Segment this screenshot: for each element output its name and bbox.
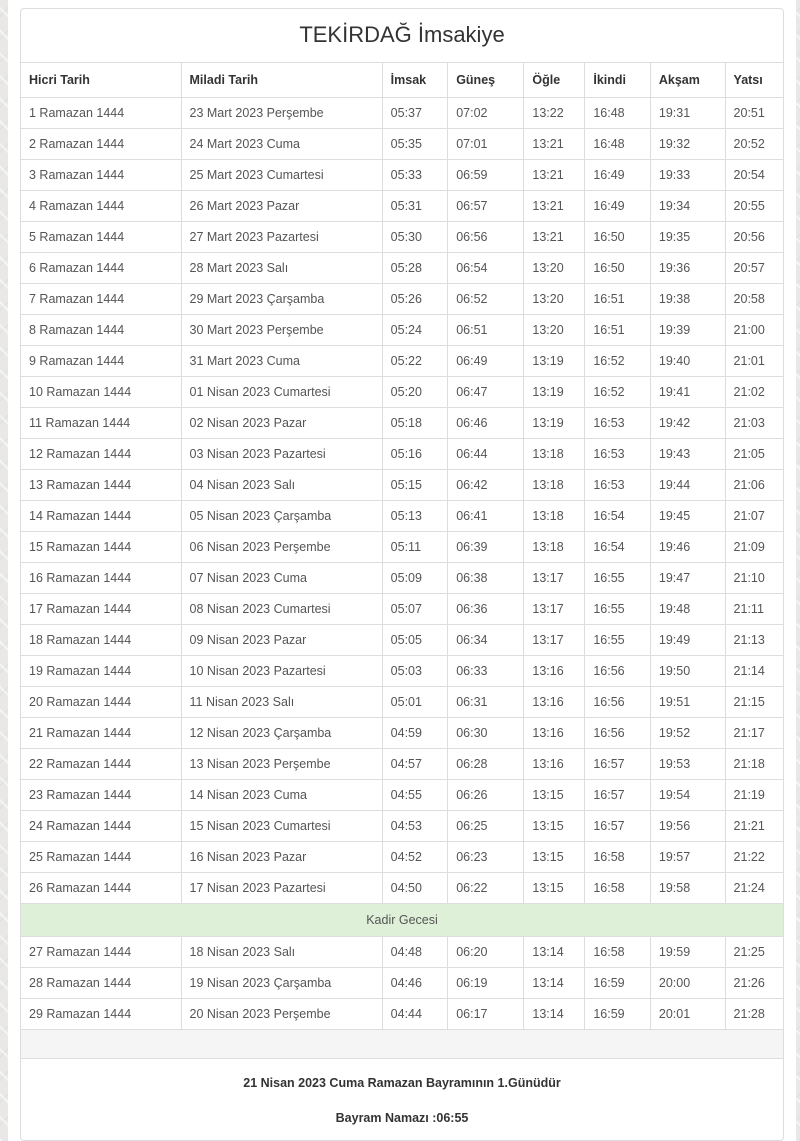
cell-imsak: 05:37 [382,98,448,129]
column-header-gunes: Güneş [448,63,524,98]
cell-gunes: 06:49 [448,346,524,377]
cell-imsak: 05:33 [382,160,448,191]
cell-aksam: 19:52 [650,718,725,749]
cell-miladi-tarih: 07 Nisan 2023 Cuma [181,563,382,594]
cell-ogle: 13:14 [524,999,585,1030]
cell-yatsi: 21:24 [725,873,783,904]
cell-imsak: 04:52 [382,842,448,873]
cell-hicri-tarih: 4 Ramazan 1444 [21,191,181,222]
cell-ikindi: 16:59 [585,968,651,999]
bayram-prayer-time: Bayram Namazı :06:55 [335,1111,469,1125]
cell-yatsi: 21:15 [725,687,783,718]
cell-miladi-tarih: 31 Mart 2023 Cuma [181,346,382,377]
cell-miladi-tarih: 08 Nisan 2023 Cumartesi [181,594,382,625]
cell-yatsi: 20:52 [725,129,783,160]
cell-ogle: 13:17 [524,563,585,594]
cell-yatsi: 21:02 [725,377,783,408]
cell-yatsi: 21:11 [725,594,783,625]
cell-aksam: 19:56 [650,811,725,842]
column-header-aksam: Akşam [650,63,725,98]
cell-miladi-tarih: 19 Nisan 2023 Çarşamba [181,968,382,999]
cell-ogle: 13:21 [524,129,585,160]
cell-yatsi: 21:00 [725,315,783,346]
cell-gunes: 06:30 [448,718,524,749]
cell-ikindi: 16:48 [585,129,651,160]
cell-imsak: 05:31 [382,191,448,222]
cell-imsak: 05:22 [382,346,448,377]
cell-ogle: 13:14 [524,937,585,968]
cell-hicri-tarih: 27 Ramazan 1444 [21,937,181,968]
cell-ogle: 13:15 [524,842,585,873]
table-row [21,937,783,968]
imsakiye-panel [20,8,784,1141]
cell-hicri-tarih: 24 Ramazan 1444 [21,811,181,842]
cell-hicri-tarih: 9 Ramazan 1444 [21,346,181,377]
cell-ogle: 13:15 [524,780,585,811]
cell-gunes: 06:41 [448,501,524,532]
cell-aksam: 19:51 [650,687,725,718]
cell-ogle: 13:16 [524,687,585,718]
cell-yatsi: 21:01 [725,346,783,377]
cell-aksam: 19:42 [650,408,725,439]
cell-ogle: 13:18 [524,501,585,532]
cell-miladi-tarih: 05 Nisan 2023 Çarşamba [181,501,382,532]
cell-yatsi: 21:07 [725,501,783,532]
cell-yatsi: 21:05 [725,439,783,470]
cell-aksam: 19:46 [650,532,725,563]
table-row [21,501,783,532]
cell-imsak: 05:35 [382,129,448,160]
cell-aksam: 19:35 [650,222,725,253]
cell-aksam: 19:57 [650,842,725,873]
cell-aksam: 19:58 [650,873,725,904]
cell-hicri-tarih: 11 Ramazan 1444 [21,408,181,439]
prayer-table-body [21,98,783,1059]
cell-ikindi: 16:57 [585,811,651,842]
cell-ikindi: 16:55 [585,625,651,656]
cell-imsak: 05:11 [382,532,448,563]
cell-yatsi: 21:03 [725,408,783,439]
page-title: TEKİRDAĞ İmsakiye [299,22,505,47]
table-row [21,563,783,594]
cell-ikindi: 16:54 [585,501,651,532]
cell-hicri-tarih: 23 Ramazan 1444 [21,780,181,811]
cell-aksam: 19:34 [650,191,725,222]
cell-gunes: 06:31 [448,687,524,718]
cell-ikindi: 16:48 [585,98,651,129]
cell-gunes: 06:52 [448,284,524,315]
column-header-ikindi: İkindi [585,63,651,98]
kadir-gecesi-row [21,904,783,937]
cell-ogle: 13:21 [524,222,585,253]
table-row [21,968,783,999]
cell-miladi-tarih: 17 Nisan 2023 Pazartesi [181,873,382,904]
cell-imsak: 04:57 [382,749,448,780]
table-row [21,842,783,873]
cell-yatsi: 21:25 [725,937,783,968]
cell-gunes: 06:23 [448,842,524,873]
cell-gunes: 06:25 [448,811,524,842]
cell-gunes: 07:02 [448,98,524,129]
table-row [21,718,783,749]
table-row [21,377,783,408]
cell-ogle: 13:21 [524,160,585,191]
cell-aksam: 19:32 [650,129,725,160]
cell-miladi-tarih: 15 Nisan 2023 Cumartesi [181,811,382,842]
cell-yatsi: 21:14 [725,656,783,687]
cell-ikindi: 16:49 [585,160,651,191]
cell-ikindi: 16:54 [585,532,651,563]
table-row [21,594,783,625]
cell-ogle: 13:15 [524,873,585,904]
cell-ikindi: 16:58 [585,842,651,873]
cell-gunes: 06:28 [448,749,524,780]
column-header-hicri-tarih: Hicri Tarih [21,63,181,98]
cell-hicri-tarih: 16 Ramazan 1444 [21,563,181,594]
cell-imsak: 05:13 [382,501,448,532]
cell-ikindi: 16:51 [585,315,651,346]
cell-yatsi: 21:13 [725,625,783,656]
cell-hicri-tarih: 7 Ramazan 1444 [21,284,181,315]
cell-imsak: 05:07 [382,594,448,625]
empty-spacer-cell [21,1030,783,1059]
cell-imsak: 05:01 [382,687,448,718]
table-row [21,284,783,315]
cell-gunes: 06:54 [448,253,524,284]
cell-miladi-tarih: 29 Mart 2023 Çarşamba [181,284,382,315]
table-row [21,191,783,222]
cell-hicri-tarih: 17 Ramazan 1444 [21,594,181,625]
cell-aksam: 19:59 [650,937,725,968]
cell-miladi-tarih: 20 Nisan 2023 Perşembe [181,999,382,1030]
cell-ikindi: 16:55 [585,563,651,594]
cell-imsak: 05:30 [382,222,448,253]
cell-hicri-tarih: 19 Ramazan 1444 [21,656,181,687]
cell-hicri-tarih: 10 Ramazan 1444 [21,377,181,408]
cell-imsak: 05:26 [382,284,448,315]
cell-ikindi: 16:57 [585,780,651,811]
cell-imsak: 05:05 [382,625,448,656]
cell-miladi-tarih: 26 Mart 2023 Pazar [181,191,382,222]
cell-ogle: 13:16 [524,656,585,687]
cell-hicri-tarih: 15 Ramazan 1444 [21,532,181,563]
cell-ikindi: 16:57 [585,749,651,780]
cell-ogle: 13:20 [524,284,585,315]
cell-hicri-tarih: 13 Ramazan 1444 [21,470,181,501]
cell-imsak: 05:16 [382,439,448,470]
cell-yatsi: 20:55 [725,191,783,222]
table-row [21,129,783,160]
empty-spacer-row [21,1030,783,1059]
cell-imsak: 05:20 [382,377,448,408]
cell-hicri-tarih: 8 Ramazan 1444 [21,315,181,346]
cell-gunes: 06:17 [448,999,524,1030]
cell-miladi-tarih: 16 Nisan 2023 Pazar [181,842,382,873]
cell-imsak: 05:18 [382,408,448,439]
cell-aksam: 19:45 [650,501,725,532]
cell-ogle: 13:19 [524,408,585,439]
table-row [21,656,783,687]
table-row [21,222,783,253]
cell-aksam: 19:38 [650,284,725,315]
cell-aksam: 19:48 [650,594,725,625]
table-row [21,315,783,346]
cell-miladi-tarih: 02 Nisan 2023 Pazar [181,408,382,439]
table-row [21,439,783,470]
table-header-row [21,63,783,98]
cell-aksam: 19:40 [650,346,725,377]
cell-yatsi: 21:06 [725,470,783,501]
cell-gunes: 06:44 [448,439,524,470]
cell-gunes: 06:57 [448,191,524,222]
cell-hicri-tarih: 25 Ramazan 1444 [21,842,181,873]
table-row [21,532,783,563]
table-row [21,470,783,501]
cell-aksam: 19:41 [650,377,725,408]
cell-miladi-tarih: 12 Nisan 2023 Çarşamba [181,718,382,749]
cell-aksam: 19:39 [650,315,725,346]
cell-ikindi: 16:53 [585,439,651,470]
cell-ikindi: 16:56 [585,656,651,687]
cell-ogle: 13:20 [524,315,585,346]
cell-miladi-tarih: 11 Nisan 2023 Salı [181,687,382,718]
cell-miladi-tarih: 27 Mart 2023 Pazartesi [181,222,382,253]
cell-ikindi: 16:50 [585,222,651,253]
cell-imsak: 05:24 [382,315,448,346]
cell-miladi-tarih: 18 Nisan 2023 Salı [181,937,382,968]
cell-ikindi: 16:51 [585,284,651,315]
cell-ogle: 13:17 [524,625,585,656]
column-header-miladi-tarih: Miladi Tarih [181,63,382,98]
cell-gunes: 06:36 [448,594,524,625]
column-header-yatsi: Yatsı [725,63,783,98]
cell-yatsi: 21:28 [725,999,783,1030]
cell-aksam: 19:49 [650,625,725,656]
cell-ikindi: 16:53 [585,408,651,439]
table-row [21,408,783,439]
cell-aksam: 19:33 [650,160,725,191]
cell-yatsi: 21:18 [725,749,783,780]
cell-yatsi: 20:51 [725,98,783,129]
cell-ogle: 13:18 [524,470,585,501]
cell-miladi-tarih: 06 Nisan 2023 Perşembe [181,532,382,563]
cell-miladi-tarih: 03 Nisan 2023 Pazartesi [181,439,382,470]
cell-ikindi: 16:56 [585,687,651,718]
cell-gunes: 06:20 [448,937,524,968]
cell-imsak: 05:28 [382,253,448,284]
cell-hicri-tarih: 2 Ramazan 1444 [21,129,181,160]
cell-hicri-tarih: 26 Ramazan 1444 [21,873,181,904]
table-row [21,873,783,904]
cell-gunes: 06:51 [448,315,524,346]
prayer-times-table [21,62,783,1059]
cell-ogle: 13:16 [524,749,585,780]
cell-aksam: 19:54 [650,780,725,811]
cell-aksam: 19:53 [650,749,725,780]
cell-miladi-tarih: 23 Mart 2023 Perşembe [181,98,382,129]
cell-hicri-tarih: 12 Ramazan 1444 [21,439,181,470]
cell-hicri-tarih: 14 Ramazan 1444 [21,501,181,532]
table-row [21,625,783,656]
cell-miladi-tarih: 09 Nisan 2023 Pazar [181,625,382,656]
cell-yatsi: 21:19 [725,780,783,811]
cell-hicri-tarih: 6 Ramazan 1444 [21,253,181,284]
cell-ikindi: 16:56 [585,718,651,749]
cell-imsak: 04:53 [382,811,448,842]
cell-ogle: 13:19 [524,377,585,408]
cell-yatsi: 20:56 [725,222,783,253]
cell-miladi-tarih: 01 Nisan 2023 Cumartesi [181,377,382,408]
cell-gunes: 06:38 [448,563,524,594]
table-row [21,346,783,377]
kadir-gecesi-label: Kadir Gecesi [21,904,783,937]
cell-miladi-tarih: 30 Mart 2023 Perşembe [181,315,382,346]
cell-gunes: 06:59 [448,160,524,191]
cell-yatsi: 21:17 [725,718,783,749]
cell-ikindi: 16:59 [585,999,651,1030]
cell-imsak: 05:09 [382,563,448,594]
cell-hicri-tarih: 18 Ramazan 1444 [21,625,181,656]
cell-ogle: 13:19 [524,346,585,377]
cell-miladi-tarih: 25 Mart 2023 Cumartesi [181,160,382,191]
cell-miladi-tarih: 24 Mart 2023 Cuma [181,129,382,160]
cell-ogle: 13:17 [524,594,585,625]
cell-miladi-tarih: 14 Nisan 2023 Cuma [181,780,382,811]
cell-gunes: 06:46 [448,408,524,439]
cell-yatsi: 21:10 [725,563,783,594]
cell-yatsi: 20:57 [725,253,783,284]
cell-ikindi: 16:50 [585,253,651,284]
cell-ogle: 13:18 [524,532,585,563]
cell-yatsi: 21:22 [725,842,783,873]
cell-aksam: 19:44 [650,470,725,501]
cell-miladi-tarih: 04 Nisan 2023 Salı [181,470,382,501]
cell-gunes: 06:42 [448,470,524,501]
cell-gunes: 06:22 [448,873,524,904]
cell-aksam: 19:47 [650,563,725,594]
cell-gunes: 06:56 [448,222,524,253]
cell-ikindi: 16:58 [585,937,651,968]
cell-ogle: 13:14 [524,968,585,999]
table-row [21,999,783,1030]
cell-imsak: 04:59 [382,718,448,749]
cell-hicri-tarih: 29 Ramazan 1444 [21,999,181,1030]
cell-hicri-tarih: 1 Ramazan 1444 [21,98,181,129]
cell-aksam: 20:00 [650,968,725,999]
cell-yatsi: 21:26 [725,968,783,999]
cell-gunes: 06:33 [448,656,524,687]
cell-hicri-tarih: 5 Ramazan 1444 [21,222,181,253]
cell-ikindi: 16:49 [585,191,651,222]
cell-aksam: 19:31 [650,98,725,129]
cell-gunes: 06:47 [448,377,524,408]
cell-imsak: 04:46 [382,968,448,999]
content-container [8,0,796,1141]
cell-hicri-tarih: 21 Ramazan 1444 [21,718,181,749]
cell-yatsi: 21:09 [725,532,783,563]
table-row [21,687,783,718]
cell-imsak: 04:44 [382,999,448,1030]
cell-ikindi: 16:52 [585,377,651,408]
cell-imsak: 05:15 [382,470,448,501]
cell-ogle: 13:20 [524,253,585,284]
cell-imsak: 04:50 [382,873,448,904]
table-row [21,98,783,129]
cell-yatsi: 21:21 [725,811,783,842]
column-header-imsak: İmsak [382,63,448,98]
cell-ogle: 13:15 [524,811,585,842]
cell-ikindi: 16:53 [585,470,651,501]
cell-gunes: 07:01 [448,129,524,160]
cell-aksam: 19:43 [650,439,725,470]
cell-imsak: 04:55 [382,780,448,811]
cell-ogle: 13:18 [524,439,585,470]
cell-gunes: 06:34 [448,625,524,656]
cell-gunes: 06:19 [448,968,524,999]
table-row [21,160,783,191]
cell-ogle: 13:21 [524,191,585,222]
cell-aksam: 20:01 [650,999,725,1030]
cell-ogle: 13:16 [524,718,585,749]
table-row [21,253,783,284]
cell-aksam: 19:36 [650,253,725,284]
cell-aksam: 19:50 [650,656,725,687]
cell-imsak: 05:03 [382,656,448,687]
cell-ikindi: 16:55 [585,594,651,625]
cell-yatsi: 20:58 [725,284,783,315]
cell-miladi-tarih: 28 Mart 2023 Salı [181,253,382,284]
table-row [21,811,783,842]
cell-gunes: 06:39 [448,532,524,563]
table-row [21,749,783,780]
bayram-info-footer [21,1059,783,1140]
cell-yatsi: 20:54 [725,160,783,191]
cell-hicri-tarih: 22 Ramazan 1444 [21,749,181,780]
cell-hicri-tarih: 28 Ramazan 1444 [21,968,181,999]
cell-ikindi: 16:58 [585,873,651,904]
cell-hicri-tarih: 20 Ramazan 1444 [21,687,181,718]
table-row [21,780,783,811]
cell-gunes: 06:26 [448,780,524,811]
cell-miladi-tarih: 10 Nisan 2023 Pazartesi [181,656,382,687]
bayram-day-text: 21 Nisan 2023 Cuma Ramazan Bayramının 1.Günüdür [243,1076,561,1090]
cell-miladi-tarih: 13 Nisan 2023 Perşembe [181,749,382,780]
cell-ogle: 13:22 [524,98,585,129]
cell-ikindi: 16:52 [585,346,651,377]
column-header-ogle: Öğle [524,63,585,98]
cell-imsak: 04:48 [382,937,448,968]
cell-hicri-tarih: 3 Ramazan 1444 [21,160,181,191]
